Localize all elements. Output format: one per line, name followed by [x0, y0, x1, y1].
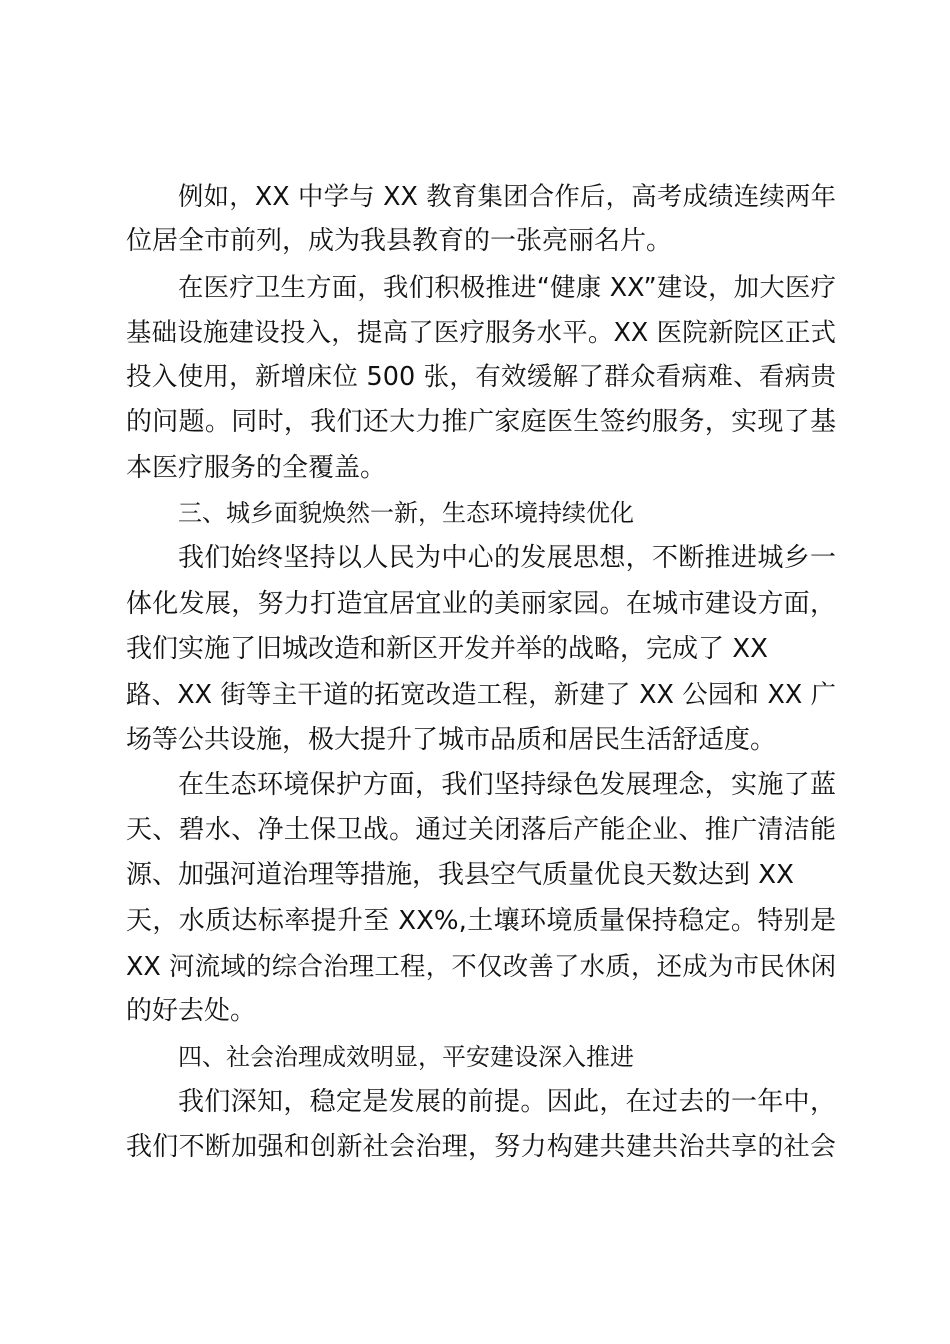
paragraph-line: 在医疗卫生方面，我们积极推进“健康 XX”建设，加大医疗 [178, 271, 836, 302]
paragraph-line: XX 河流域的综合治理工程，不仅改善了水质，还成为市民休闲 [126, 951, 836, 982]
paragraph-line: 场等公共设施，极大提升了城市品质和居民生活舒适度。 [126, 724, 777, 755]
paragraph-line: 路、XX 街等主干道的拓宽改造工程，新建了 XX 公园和 XX 广 [126, 679, 836, 710]
paragraph-line: 本医疗服务的全覆盖。 [126, 452, 387, 483]
paragraph-line: 体化发展，努力打造宜居宜业的美丽家园。在城市建设方面， [126, 588, 836, 619]
section-heading: 三、城乡面貌焕然一新，生态环境持续优化 [178, 499, 634, 528]
paragraph-line: 的好去处。 [126, 996, 257, 1027]
paragraph-line: 投入使用，新增床位 500 张，有效缓解了群众看病难、看病贵 [126, 362, 836, 393]
paragraph-line: 例如，XX 中学与 XX 教育集团合作后，高考成绩连续两年 [178, 181, 836, 211]
paragraph-line: 基础设施建设投入，提高了医疗服务水平。XX 医院新院区正式 [126, 316, 836, 347]
paragraph-line: 我们始终坚持以人民为中心的发展思想，不断推进城乡一 [178, 543, 836, 574]
paragraph-line: 在生态环境保护方面，我们坚持绿色发展理念，实施了蓝 [178, 769, 836, 800]
paragraph-line: 的问题。同时，我们还大力推广家庭医生签约服务，实现了基 [126, 407, 836, 438]
paragraph-line: 我们深知，稳定是发展的前提。因此，在过去的一年中， [178, 1086, 836, 1117]
paragraph-line: 我们不断加强和创新社会治理，努力构建共建共治共享的社会 [126, 1132, 836, 1163]
paragraph-line: 天，水质达标率提升至 XX%,土壤环境质量保持稳定。特别是 [126, 905, 836, 936]
paragraph-line: 天、碧水、净土保卫战。通过关闭落后产能企业、推广清洁能 [126, 815, 836, 846]
paragraph-line: 我们实施了旧城改造和新区开发并举的战略，完成了 XX [126, 633, 768, 664]
section-heading: 四、社会治理成效明显，平安建设深入推进 [178, 1042, 634, 1071]
paragraph-line: 源、加强河道治理等措施，我县空气质量优良天数达到 XX [126, 860, 794, 891]
document-body [126, 174, 836, 1171]
paragraph-line: 位居全市前列，成为我县教育的一张亮丽名片。 [126, 226, 673, 257]
